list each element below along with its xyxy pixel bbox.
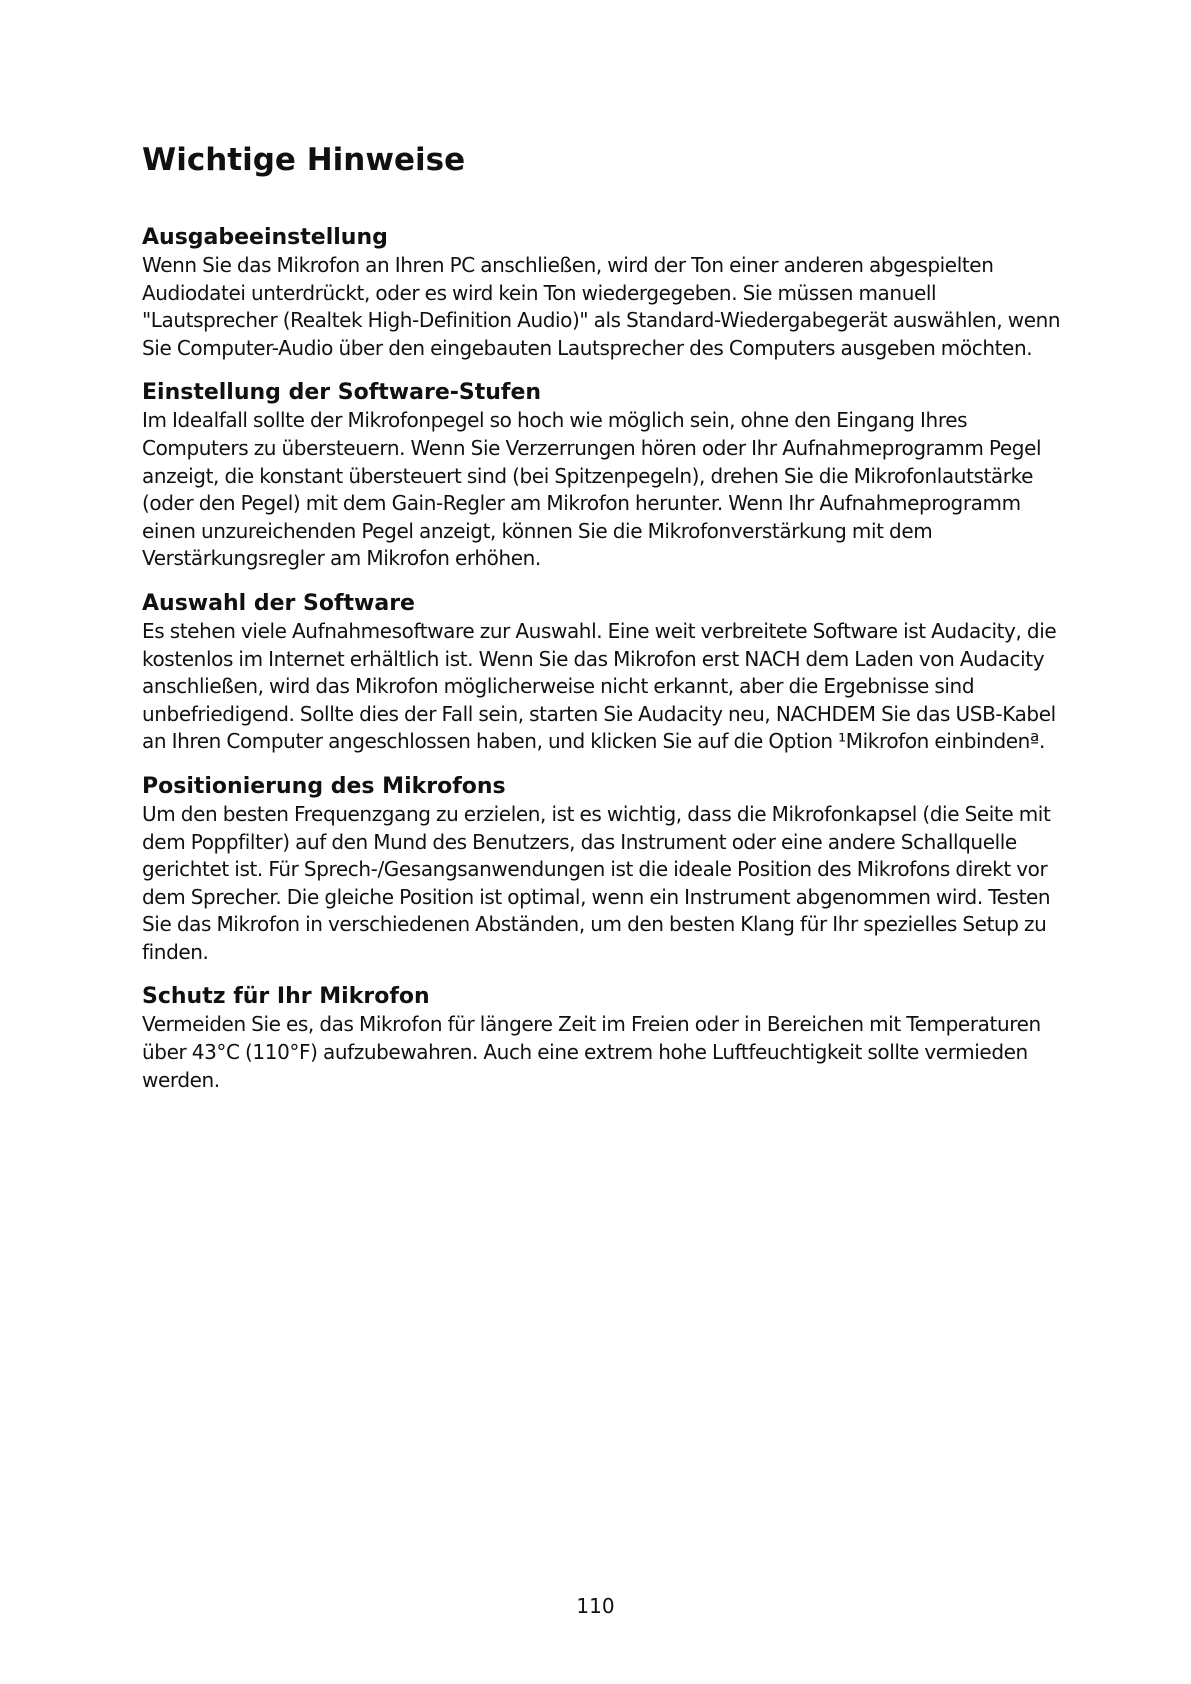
section-auswahl-software — [142, 589, 1062, 756]
section-body: Es stehen viele Aufnahmesoftware zur Auswahl. Eine weit verbreitete Software ist Audacity, die kostenlos im Internet erhältlich ist. Wenn Sie das Mikrofon erst NACH dem Laden von Audacity anschließen, wird das Mikrofon möglicherweise nicht erkannt, aber die Ergebnisse sind unbefriedigend. Sollte dies der Fall sein, starten Sie Audacity neu, NACHDEM Sie das USB-Kabel an Ihren Computer angeschlossen haben, und klicken Sie auf die Option ¹Mikrofon einbindenª. — [142, 618, 1057, 754]
section-heading: Einstellung der Software-Stufen — [142, 380, 542, 406]
section-heading: Schutz für Ihr Mikrofon — [142, 984, 430, 1010]
document-page — [142, 0, 1062, 1684]
section-body: Im Idealfall sollte der Mikrofonpegel so hoch wie möglich sein, ohne den Eingang Ihres Computers zu übersteuern. Wenn Sie Verzerrungen hören oder Ihr Aufnahmeprogramm Pegel anzeigt, die konstant übersteuert sind (bei Spitzenpegeln), drehen Sie die Mikrofonlautstärke (oder den Pegel) mit dem Gain-Regler am Mikrofon herunter. Wenn Ihr Aufnahmeprogramm einen unzureichenden Pegel anzeigt, können Sie die Mikrofonverstärkung mit dem Verstärkungsregler am Mikrofon erhöhen. — [142, 408, 1042, 571]
section-heading: Ausgabeeinstellung — [142, 225, 388, 250]
content-sections — [142, 223, 1062, 1110]
section-schutz — [142, 982, 1062, 1094]
page-number: 110 — [576, 1594, 615, 1618]
page-title: Wichtige Hinweise — [142, 142, 466, 178]
section-ausgabeeinstellung — [142, 223, 1062, 362]
section-heading: Positionierung des Mikrofons — [142, 773, 506, 799]
section-body: Wenn Sie das Mikrofon an Ihren PC anschließen, wird der Ton einer anderen abgespielten Audiodatei unterdrückt, oder es wird kein Ton wiedergegeben. Sie müssen manuell "Lautsprecher (Realtek High-Definition Audio)" als Standard-Wiedergabegerät auswählen, wenn Sie Computer-Audio über den eingebauten Lautsprecher des Computers ausgeben möchten. — [142, 253, 1061, 360]
section-body: Um den besten Frequenzgang zu erzielen, ist es wichtig, dass die Mikrofonkapsel (die Seite mit dem Poppfilter) auf den Mund des Benutzers, das Instrument oder eine andere Schallquelle gerichtet ist. Für Sprech-/Gesangsanwendungen ist die ideale Position des Mikrofons direkt vor dem Sprecher. Die gleiche Position ist optimal, wenn ein Instrument abgenommen wird. Testen Sie das Mikrofon in verschiedenen Abständen, um den besten Klang für Ihr spezielles Setup zu finden. — [142, 801, 1051, 964]
section-software-stufen — [142, 378, 1062, 573]
section-positionierung — [142, 772, 1062, 967]
section-body: Vermeiden Sie es, das Mikrofon für längere Zeit im Freien oder in Bereichen mit Temperaturen über 43°C (110°F) aufzubewahren. Auch eine extrem hohe Luftfeuchtigkeit sollte vermieden werden. — [142, 1012, 1041, 1092]
section-heading: Auswahl der Software — [142, 590, 415, 616]
